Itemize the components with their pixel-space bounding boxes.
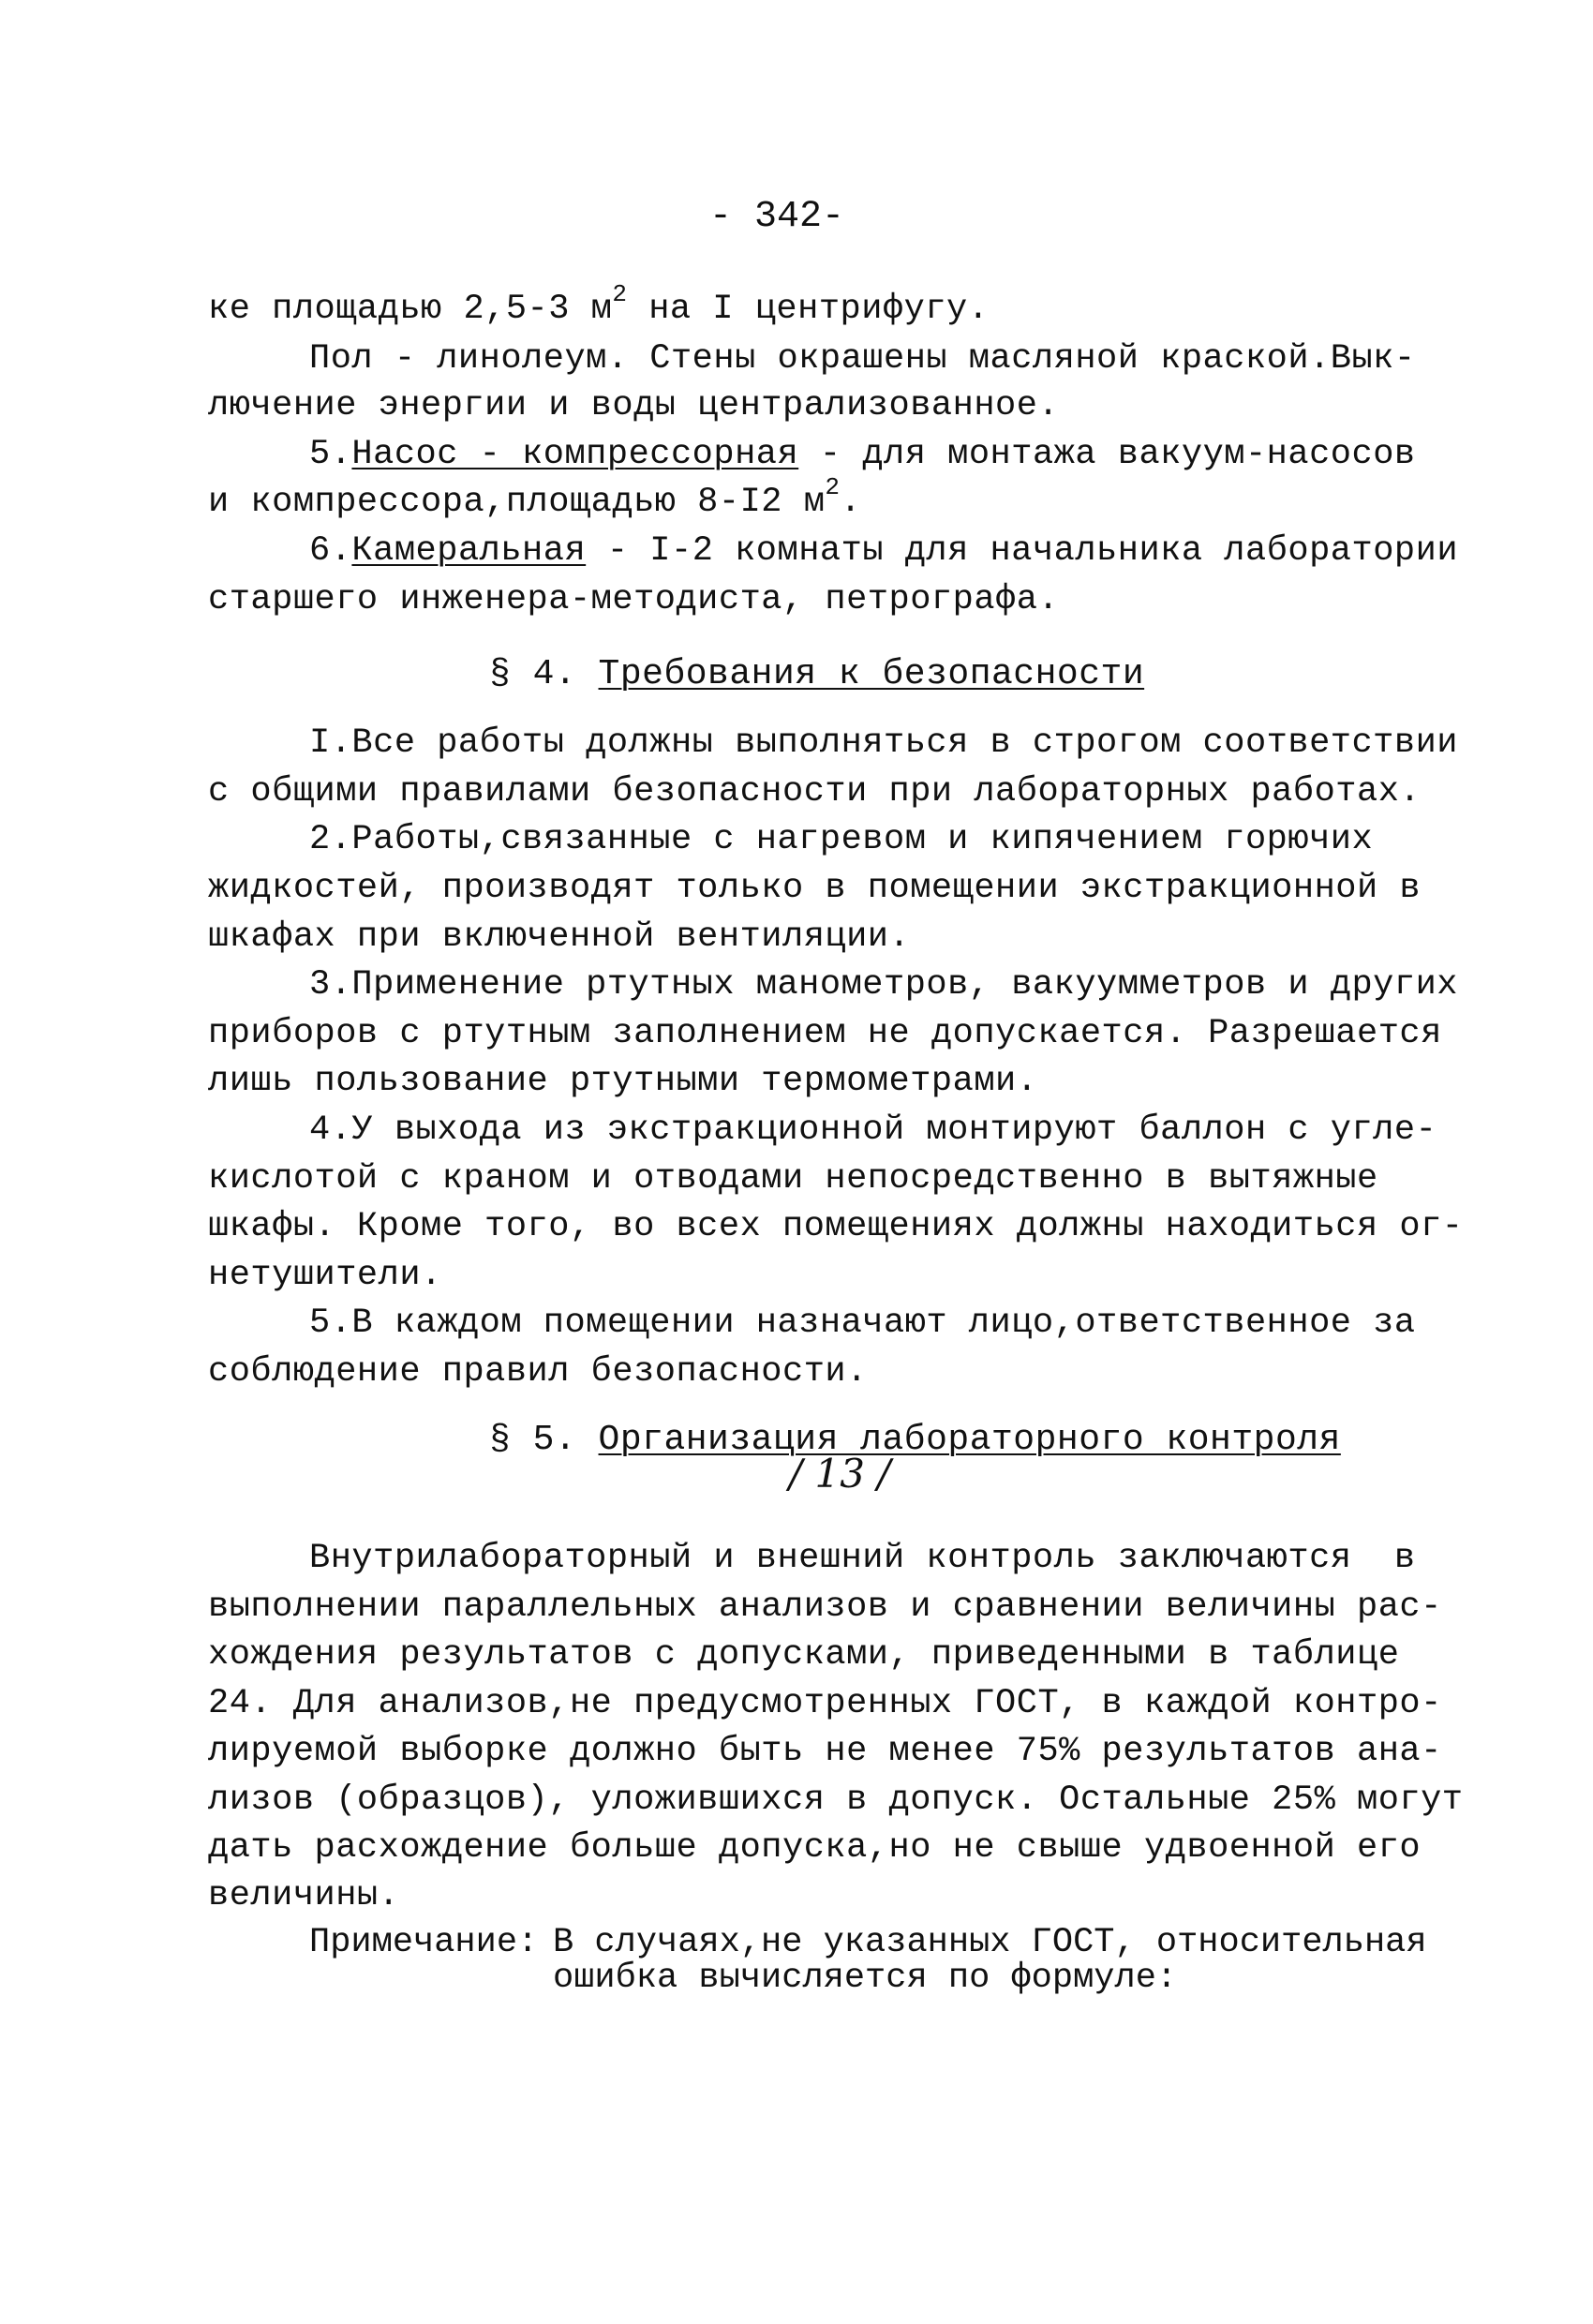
note-line-2: ошибка вычисляется по формуле: [553, 1959, 1178, 1998]
section-5-line: хождения результатов с допусками, приведенными в таблице [208, 1635, 1400, 1675]
item-6-line-2: старшего инженера-методиста, петрографа. [208, 580, 1060, 619]
superscript: 2 [825, 472, 841, 501]
intro-line-1-text: ке площадью 2,5-3 м [208, 290, 613, 329]
intro-line-3: лючение энергии и воды централизованное. [208, 386, 1060, 425]
section-4-line: 4.У выхода из экстракционной монтируют баллон с угле- [309, 1110, 1437, 1150]
section-4-line: шкафах при включенной вентиляции. [208, 917, 911, 957]
section-4-line: шкафы. Кроме того, во всех помещениях должны находиться ог- [208, 1207, 1464, 1246]
section-5-line: лируемой выборке должно быть не менее 75% результатов ана- [208, 1732, 1442, 1771]
section-4-line: 3.Применение ртутных манометров, вакуумметров и других [309, 965, 1458, 1005]
section-5-title: Организация лабораторного контроля [598, 1420, 1341, 1460]
section-4-line: нетушители. [208, 1256, 442, 1295]
section-4-title: Требования к безопасности [598, 654, 1145, 694]
section-5-heading [489, 1419, 1341, 1462]
item-5-line-2-text: и компрессора,площадью 8-I2 м [208, 483, 826, 522]
item-5-text: - для монтажа вакуум-насосов [798, 435, 1416, 474]
item-6-text: - I-2 комнаты для начальника лаборатории [586, 531, 1459, 571]
section-4-line: I.Все работы должны выполняться в строгом соответствии [309, 723, 1458, 763]
item-6-line-1 [309, 529, 1458, 573]
note-label: Примечание: [309, 1923, 539, 1962]
section-5-line: лизов (образцов), уложившихся в допуск. Остальные 25% могут [208, 1780, 1464, 1820]
item-5-line-2 [208, 472, 862, 524]
section-4-line: 2.Работы,связанные с нагревом и кипячением горючих [309, 820, 1374, 859]
reference-number: / 13 / [789, 1451, 891, 1497]
item-5-title: Насос - компрессорная [351, 435, 799, 474]
section-4-line: кислотой с краном и отводами непосредственно в вытяжные [208, 1159, 1378, 1199]
section-4-line: с общими правилами безопасности при лабораторных работах. [208, 772, 1422, 812]
item-5-line-1 [309, 433, 1416, 476]
intro-line-1-tail: на I центрифугу. [627, 290, 990, 329]
section-4-line: соблюдение правил безопасности. [208, 1352, 868, 1392]
page-number: - 342- [709, 196, 845, 238]
intro-line-1 [208, 279, 990, 331]
section-5-line: выполнении параллельных анализов и сравнении величины рас- [208, 1587, 1442, 1627]
section-5-line: дать расхождение больше допуска,но не свыше удвоенной его [208, 1828, 1422, 1868]
item-5-number: 5. [309, 435, 352, 474]
section-5-line: 24. Для анализов,не предусмотренных ГОСТ, в каждой контро- [208, 1684, 1442, 1723]
intro-line-2: Пол - линолеум. Стены окрашены масляной краской.Вык- [309, 339, 1416, 379]
section-4-number: § 4. [489, 654, 599, 694]
section-4-line: приборов с ртутным заполнением не допускается. Разрешается [208, 1014, 1442, 1053]
item-6-number: 6. [309, 531, 352, 571]
section-4-heading [489, 653, 1144, 696]
section-4-line: жидкостей, производят только в помещении экстракционной в [208, 869, 1422, 908]
superscript: 2 [612, 279, 628, 308]
section-4-line: лишь пользование ртутными термометрами. [208, 1062, 1038, 1101]
item-6-title: Камеральная [351, 531, 587, 571]
section-5-line: величины. [208, 1876, 400, 1915]
section-4-line: 5.В каждом помещении назначают лицо,ответственное за [309, 1304, 1416, 1343]
section-5-number: § 5. [489, 1420, 599, 1460]
note-line-1: В случаях,не указанных ГОСТ, относительная [553, 1923, 1427, 1962]
item-5-line-2-tail: . [840, 483, 862, 522]
section-5-line: Внутрилабораторный и внешний контроль заключаются в [309, 1539, 1416, 1578]
